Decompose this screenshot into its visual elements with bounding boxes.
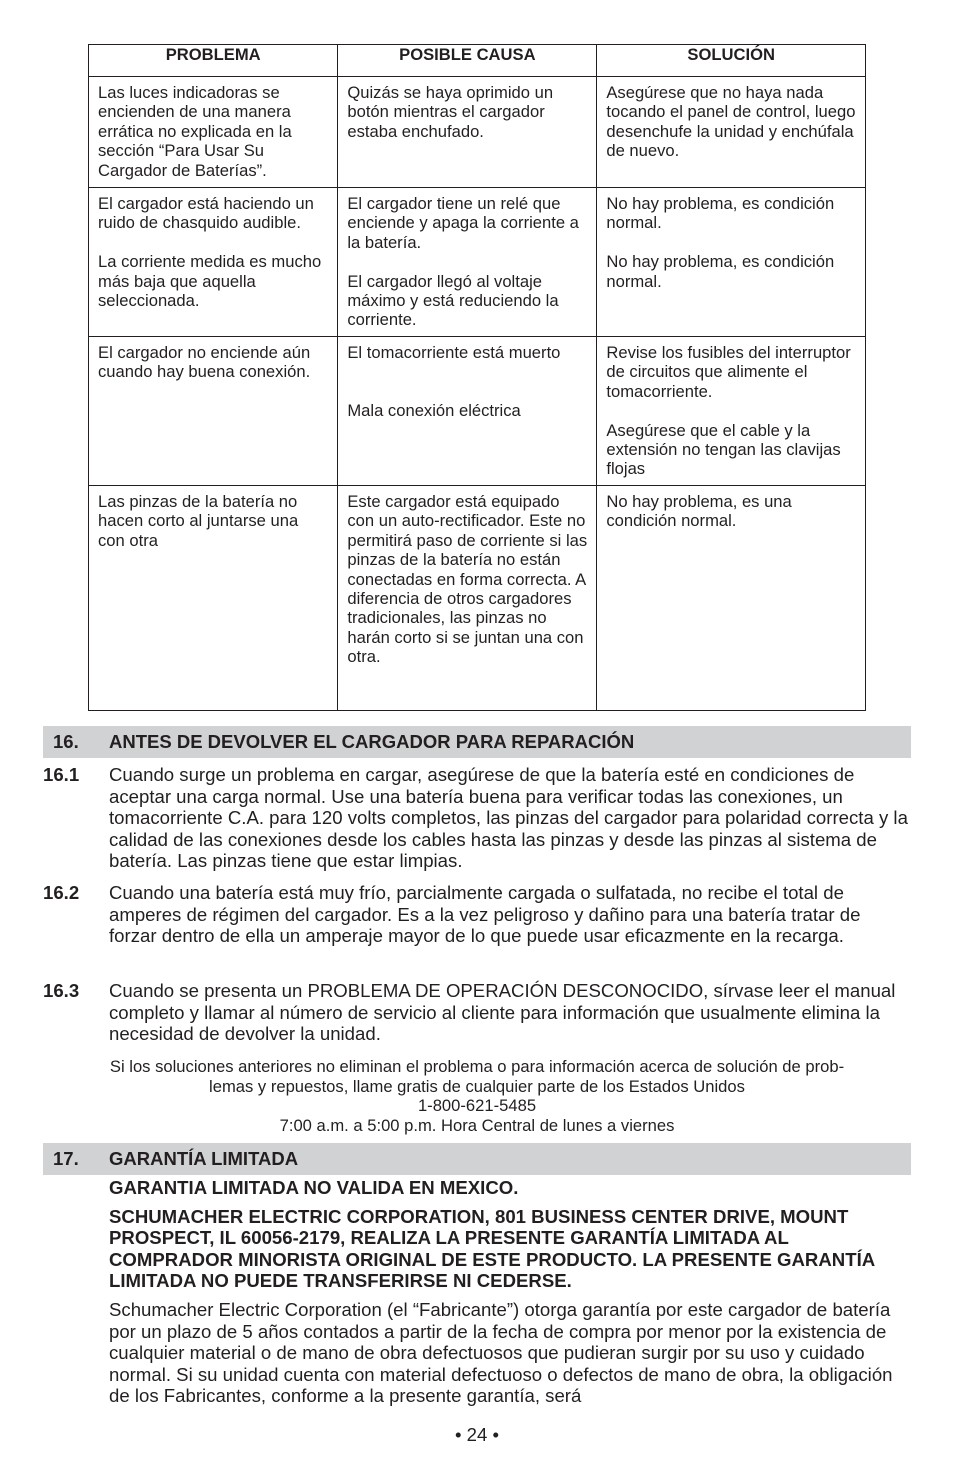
problem-cell [89, 77, 338, 188]
cause-cell [338, 337, 597, 486]
problem-text: Las luces indicadoras se encienden de una manera errática no explicada en la sección “Para Usar Su Cargador de Baterías”. [98, 83, 292, 180]
cause-text: El tomacorriente está muerto [347, 343, 561, 362]
section-number: 17. [53, 1148, 79, 1169]
cause-text: Quizás se haya oprimido un botón mientras el cargador estaba enchufado. [347, 83, 554, 141]
contact-info [40, 1057, 914, 1135]
contact-line: lemas y repuestos, llame gratis de cualquier parte de los Estados Unidos [209, 1076, 745, 1096]
header-solucion: SOLUCIÓN [597, 45, 866, 77]
solution-text: Asegúrese que no haya nada tocando el panel de control, luego desenchufe la unidad y enchúfala de nuevo. [606, 83, 856, 161]
contact-phone: 1-800-621-5485 [417, 1096, 537, 1116]
paragraph-text: Cuando se presenta un PROBLEMA DE OPERACIÓN DESCONOCIDO, sírvase leer el manual completo y llamar al número de servicio al cliente para información que usualmente elimina la necesidad de devolver la unidad. [109, 980, 896, 1045]
section-17-header [43, 1143, 911, 1175]
problem-text: Las pinzas de la batería no hacen corto al juntarse una con otra [98, 492, 299, 550]
paragraph-number: 16.1 [43, 764, 80, 785]
header-problema: PROBLEMA [89, 45, 338, 77]
page-number: • 24 • [454, 1424, 500, 1445]
table-row [89, 188, 866, 337]
solution-text: No hay problema, es condición normal. [606, 194, 835, 233]
problem-text: El cargador está haciendo un ruido de chasquido audible. [98, 194, 314, 233]
warranty-notice: GARANTIA LIMITADA NO VALIDA EN MEXICO. [109, 1177, 519, 1198]
paragraph-text: Cuando surge un problema en cargar, asegúrese de que la batería esté en condiciones de aceptar una carga normal. Use una batería buena para verificar todas las conexiones, un tomacorriente C.A. para 120 volts completos, las pinzas del cargador para polaridad correcta y la calidad de las conexiones desde los cables hasta las pinzas y desde las pinzas al sistema de batería. Las pinzas tiene que estar limpias. [109, 764, 908, 872]
cause-text: Mala conexión eléctrica [347, 401, 521, 421]
table-row [89, 486, 866, 711]
section-title: GARANTÍA LIMITADA [109, 1148, 299, 1169]
solution-cell [597, 486, 866, 711]
solution-cell [597, 77, 866, 188]
header-posible-causa: POSIBLE CAUSA [338, 45, 597, 77]
cause-text: El cargador llegó al voltaje máximo y está reduciendo la corriente. [347, 271, 559, 330]
problem-cell [89, 188, 338, 337]
paragraph-text: Cuando una batería está muy frío, parcialmente cargada o sulfatada, no recibe el total de amperes de régimen del cargador. Es a la vez peligroso y dañino para una batería tratar de forzar dentro de ella un amperaje mayor de lo que puede usar eficazmente en la recarga. [109, 882, 861, 947]
section-number: 16. [53, 731, 79, 752]
table-row [89, 77, 866, 188]
warranty-notice-company: SCHUMACHER ELECTRIC CORPORATION, 801 BUSINESS CENTER DRIVE, MOUNT PROSPECT, IL 60056-2179, REALIZA LA PRESENTE GARANTÍA LIMITADA AL COMPRADOR MINORISTA ORIGINAL DE ESTE PRODUCTO. LA PRESENTE GARANTÍA LIMITADA NO PUEDE TRANSFERIRSE NI CEDERSE. [109, 1206, 875, 1292]
solution-cell [597, 337, 866, 486]
paragraph-16-2 [43, 882, 913, 947]
cause-text: Este cargador está equipado con un auto-rectificador. Este no permitirá paso de corriente si las pinzas de la batería no están conectadas en forma correcta. A diferencia de otros cargadores tradicionales, las pinzas no harán corto si se juntan una con otra. [347, 492, 588, 667]
paragraph-16-3 [43, 980, 913, 1045]
cause-cell [338, 486, 597, 711]
section-16-header [43, 726, 911, 758]
contact-line: Si los soluciones anteriores no eliminan el problema o para información acerca de solución de prob- [109, 1057, 845, 1076]
problem-text: La corriente medida es mucho más baja que aquella seleccionada. [98, 252, 322, 311]
paragraph-number: 16.3 [43, 980, 80, 1001]
problem-text: El cargador no enciende aún cuando hay buena conexión. [98, 343, 311, 382]
cause-text: El cargador tiene un relé que enciende y apaga la corriente a la batería. [347, 194, 579, 252]
solution-text: No hay problema, es condición normal. [606, 252, 835, 291]
solution-text: Revise los fusibles del interruptor de circuitos que alimente el tomacorriente. [606, 343, 851, 401]
solution-cell [597, 188, 866, 337]
cause-cell [338, 188, 597, 337]
solution-text: Asegúrese que el cable y la extensión no tengan las clavijas flojas [606, 420, 841, 479]
table-row [89, 337, 866, 486]
cause-cell [338, 77, 597, 188]
problem-cell [89, 337, 338, 486]
problem-cell [89, 486, 338, 711]
table-header-row [89, 45, 866, 77]
paragraph-number: 16.2 [43, 882, 80, 903]
section-title: ANTES DE DEVOLVER EL CARGADOR PARA REPARACIÓN [109, 731, 635, 752]
contact-hours: 7:00 a.m. a 5:00 p.m. Hora Central de lunes a viernes [279, 1115, 675, 1135]
warranty-body: Schumacher Electric Corporation (el “Fabricante”) otorga garantía por este cargador de batería por un plazo de 5 años contados a partir de la fecha de compra por menor por la existencia de cualquier material o de mano de obra defectuosos que pudieran surgir por su uso y cuidado normal. Si su unidad cuenta con material defectuoso o defectos de mano de obra, la obligación de los Fabricantes, conforme a la presente garantía, será [109, 1299, 893, 1407]
solution-text: No hay problema, es una condición normal. [606, 492, 792, 531]
troubleshooting-table [88, 44, 866, 711]
paragraph-16-1 [43, 764, 913, 872]
